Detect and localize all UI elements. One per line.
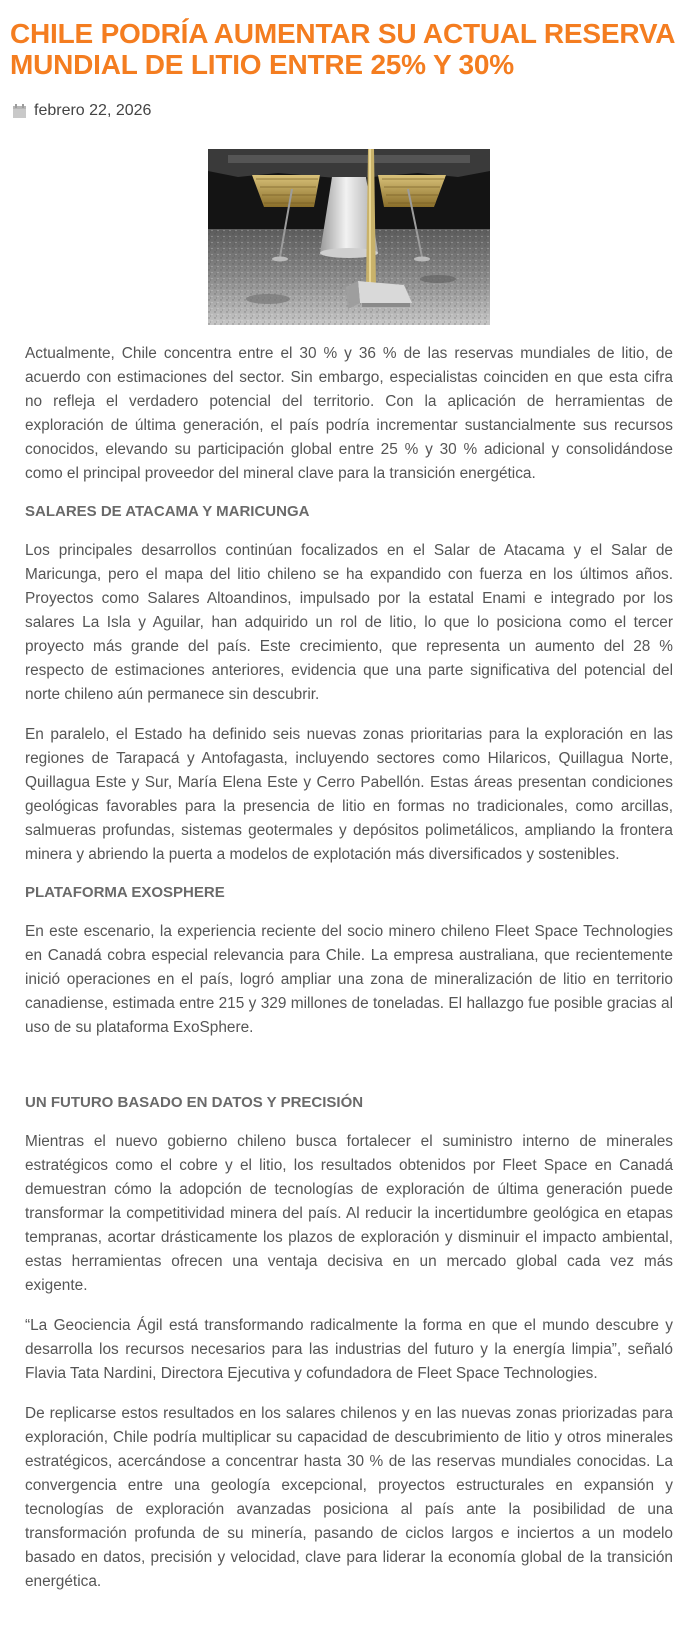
paragraph: De replicarse estos resultados en los salares chilenos y en las nuevas zonas priorizadas para exploración, Chile podría multiplicar su capacidad de descubrimiento de litio y otros minerales estratégicos, acercándose a concentrar hasta 30 % de las reservas mundiales conocidas. La convergencia entre una geología excepcional, proyectos estructurales en expansión y tecnologías de exploración avanzadas posiciona al país ante la posibilidad de una transformación profunda de su minería, pasando de ciclos largos e inciertos a un modelo basado en datos, precisión y velocidad, clave para liderar la economía global de la transición energética. <box>25 1405 673 1590</box>
paragraph: Actualmente, Chile concentra entre el 30 % y 36 % de las reservas mundiales de litio, de acuerdo con estimaciones del sector. Sin embargo, especialistas coinciden en que esta cifra no refleja el verdadero potencial del territorio. Con la aplicación de herramientas de exploración de última generación, el país podría incrementar sustancialmente sus recursos conocidos, elevando su participación global entre 25 % y 30 % adicional y consolidándose como el principal proveedor del mineral clave para la transición energética. <box>25 345 673 482</box>
publish-date: febrero 22, 2026 <box>34 102 152 119</box>
spacer <box>25 1056 673 1093</box>
paragraph: En paralelo, el Estado ha definido seis nuevas zonas prioritarias para la exploración en las regiones de Tarapacá y Antofagasta, incluyendo sectores como Hilaricos, Quillagua Norte, Quillagua Este y Sur, María Elena Este y Cerro Pabellón. Estas áreas presentan condiciones geológicas favorables para la presencia de litio en formas no tradicionales, como arcillas, salmueras profundas, sistemas geotermales y depósitos polimetálicos, ampliando la frontera minera y abriendo la puerta a modelos de explotación más diversificados y sostenibles. <box>25 726 673 863</box>
quote-paragraph: “La Geociencia Ágil está transformando radicalmente la forma en que el mundo descubre y desarrolla los recursos necesarios para las industrias del futuro y la energía limpia”, señaló Flavia Tata Nardini, Directora Ejecutiva y cofundadora de Fleet Space Technologies. <box>25 1317 673 1382</box>
paragraph: En este escenario, la experiencia reciente del socio minero chileno Fleet Space Technologies en Canadá cobra especial relevancia para Chile. La empresa australiana, que recientemente inició operaciones en el país, logró ampliar una zona de mineralización de litio en territorio canadiense, estimada entre 215 y 329 millones de toneladas. El hallazgo fue posible gracias al uso de su plataforma ExoSphere. <box>25 923 673 1036</box>
paragraph: Mientras el nuevo gobierno chileno busca fortalecer el suministro interno de minerales estratégicos como el cobre y el litio, los resultados obtenidos por Fleet Space en Canadá demuestran cómo la adopción de tecnologías de exploración de última generación puede transformar la competitividad minera del país. Al reducir la incertidumbre geológica en etapas tempranas, acortar drásticamente los plazos de exploración y disminuir el impacto ambiental, estas herramientas ofrecen una ventaja decisiva en un mercado global cada vez más exigente. <box>25 1133 673 1294</box>
section-heading: SALARES DE ATACAMA Y MARICUNGA <box>25 503 310 520</box>
paragraph: Los principales desarrollos continúan focalizados en el Salar de Atacama y el Salar de Maricunga, pero el mapa del litio chileno se ha expandido con fuerza en los últimos años. Proyectos como Salares Altoandinos, impulsado por la estatal Enami e integrado por los salares La Isla y Aguilar, han adquirido un rol de litio, lo que lo posiciona como el tercer proyecto más grande del país. Este crecimiento, que representa un aumento del 28 % respecto de estimaciones anteriores, evidencia que una parte significativa del potencial del norte chileno aún permanece sin descubrir. <box>25 542 673 703</box>
section-heading: UN FUTURO BASADO EN DATOS Y PRECISIÓN <box>25 1094 364 1111</box>
article-meta <box>13 102 151 120</box>
article-body <box>25 342 673 1610</box>
lander-illustration <box>208 149 490 325</box>
article-title: CHILE PODRÍA AUMENTAR SU ACTUAL RESERVA MUNDIAL DE LITIO ENTRE 25% Y 30% <box>10 18 675 80</box>
lander-illustration-graphic <box>208 149 490 325</box>
calendar-icon <box>13 104 26 118</box>
section-heading: PLATAFORMA EXOSPHERE <box>25 884 225 901</box>
